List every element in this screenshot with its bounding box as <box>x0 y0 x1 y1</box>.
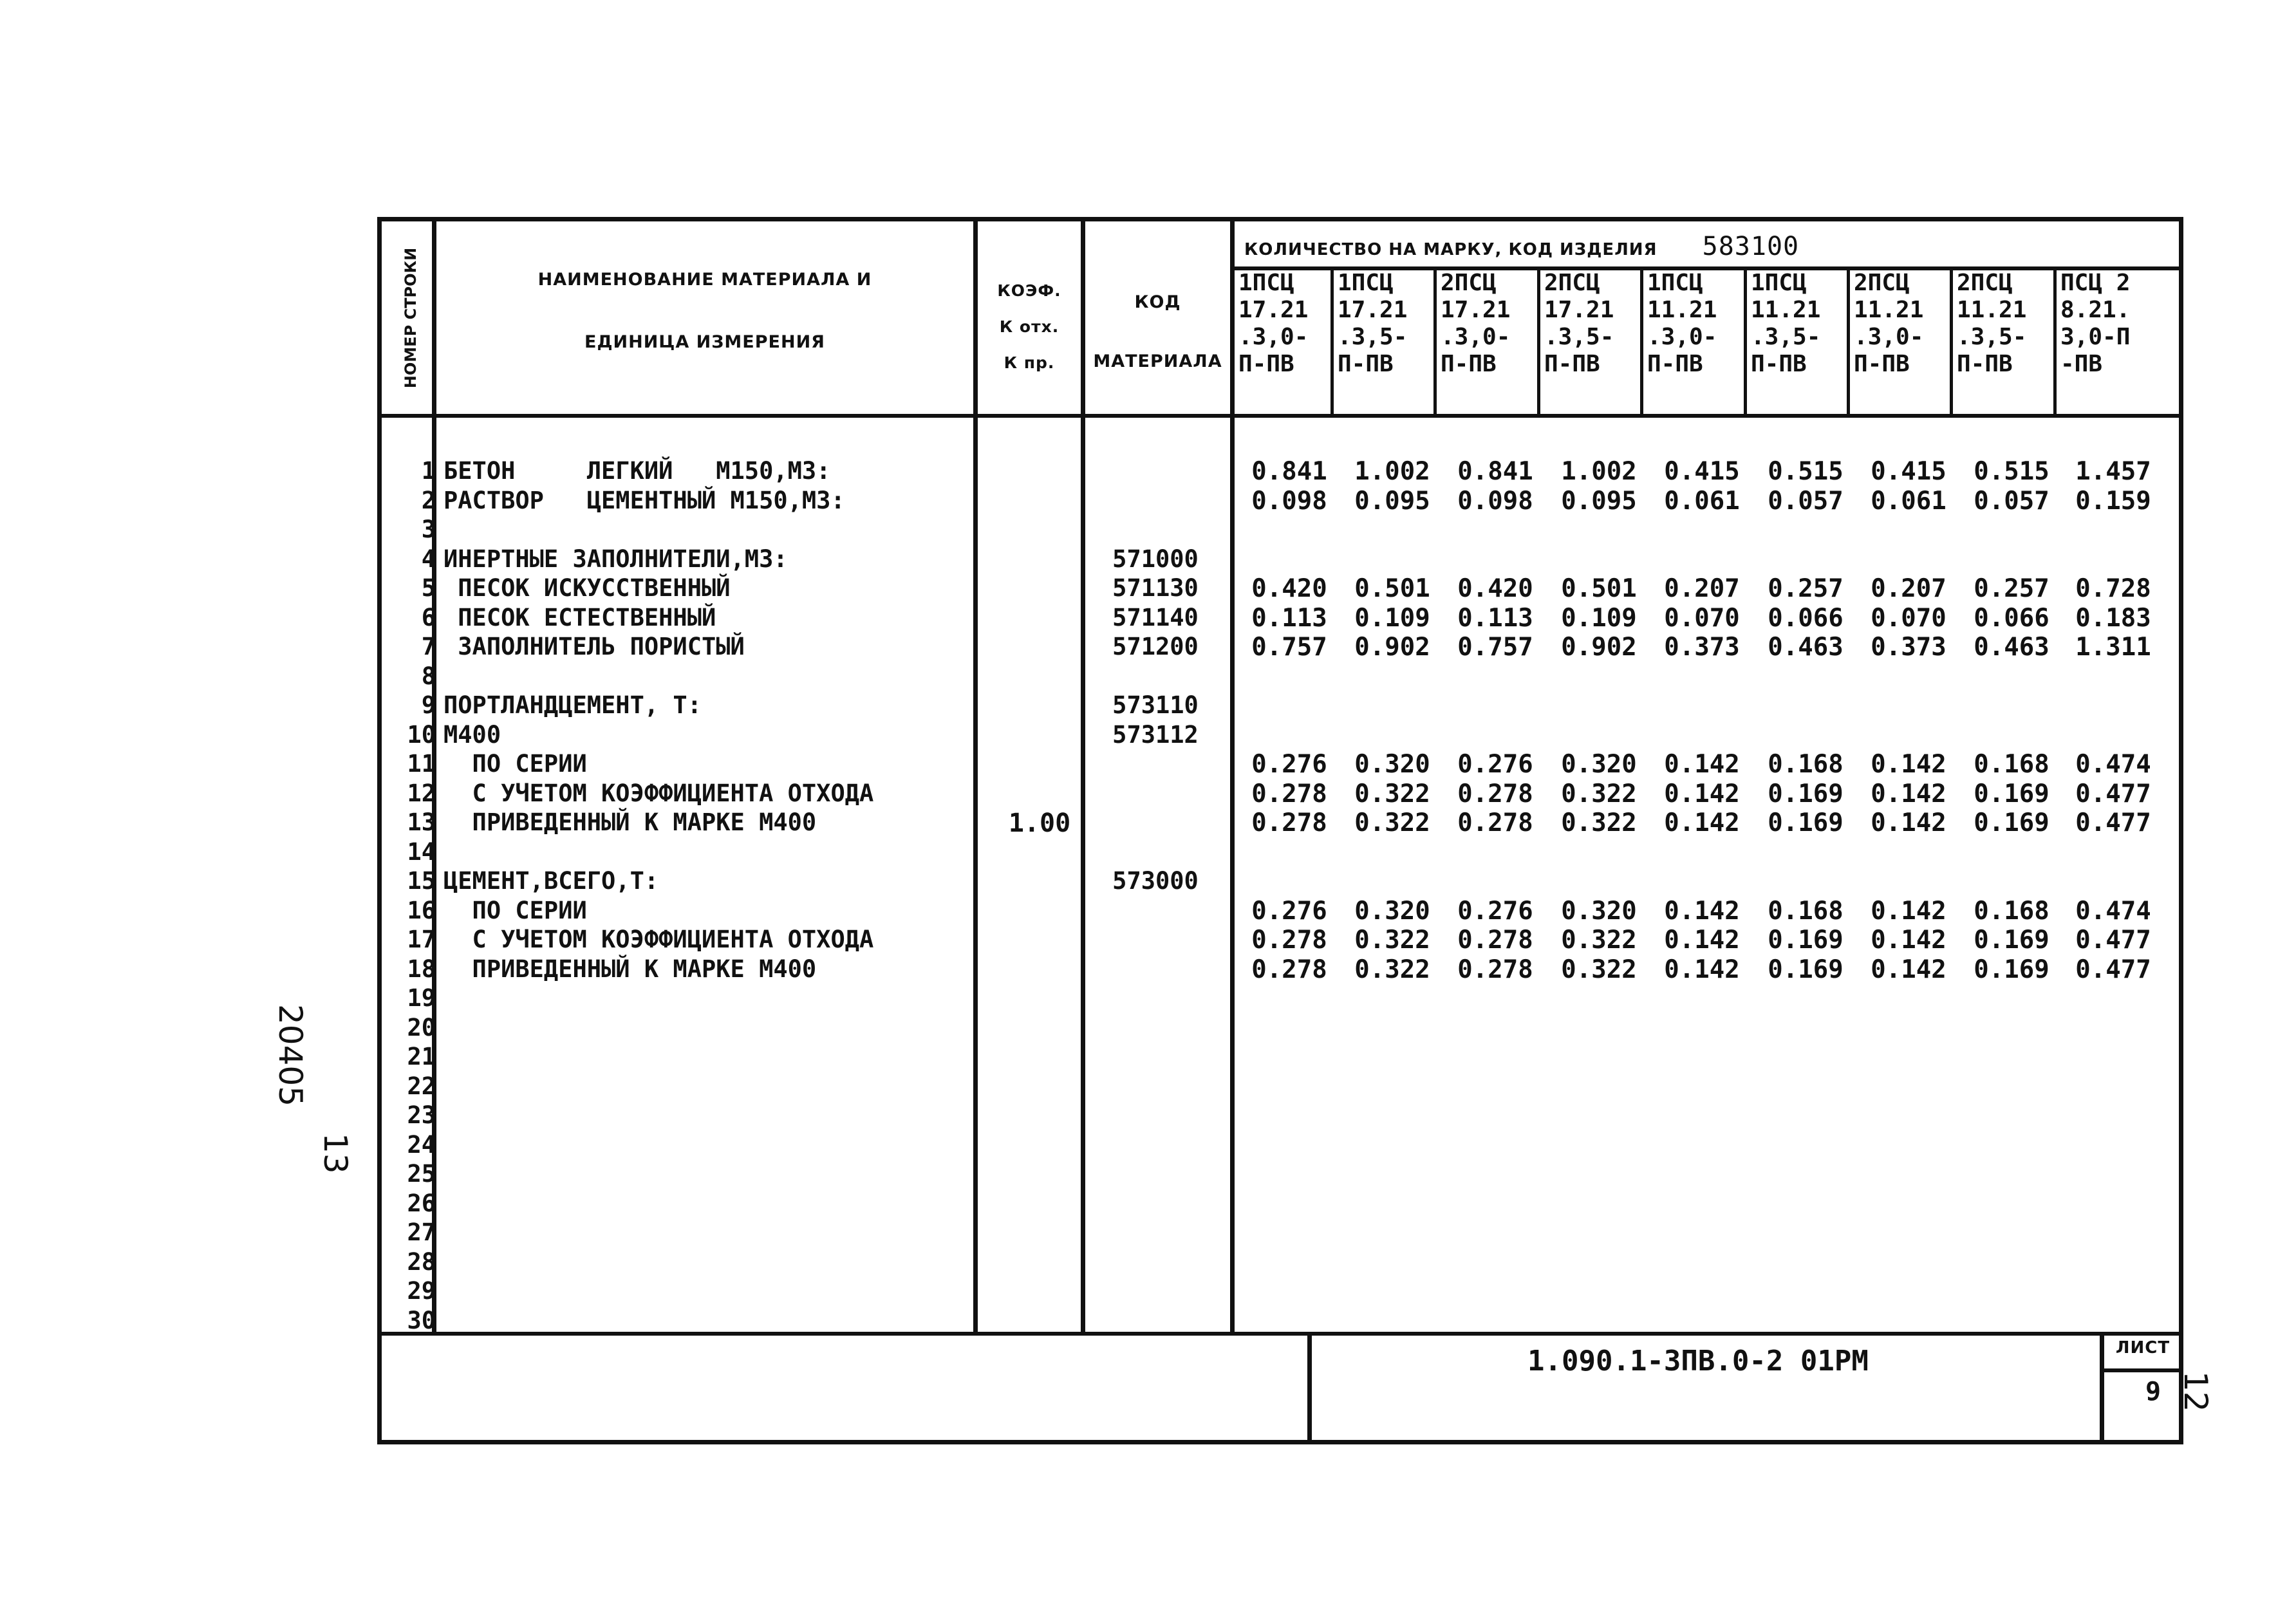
quantity-value: 0.320 <box>1354 750 1430 779</box>
column-header-line: .3,5- <box>1957 324 2027 350</box>
row-number: 24 <box>407 1130 436 1159</box>
quantity-value: 0.057 <box>1974 486 2049 516</box>
quantity-value: 0.757 <box>1251 633 1327 662</box>
margin-number: 20405 <box>272 1004 309 1107</box>
material-name-line2: ЕДИНИЦА ИЗМЕРЕНИЯ <box>584 332 825 352</box>
quantity-value: 0.276 <box>1457 750 1533 779</box>
material-code: 571200 <box>1112 633 1199 660</box>
material-name: ПО СЕРИИ <box>443 896 587 924</box>
column-header <box>1235 270 1331 411</box>
material-name: ПО СЕРИИ <box>443 750 587 778</box>
quantity-value: 0.066 <box>1768 603 1844 633</box>
column-header-line: 2ПСЦ <box>1544 270 1600 296</box>
quantity-value: 0.070 <box>1664 603 1740 633</box>
row-number: 6 <box>421 603 436 631</box>
quantity-value: 1.457 <box>2075 457 2151 486</box>
quantity-value: 0.159 <box>2075 486 2151 516</box>
quantity-value: 0.276 <box>1457 896 1533 926</box>
row-number: 8 <box>421 662 436 690</box>
quantity-value: 0.109 <box>1561 603 1637 633</box>
quantity-value: 0.168 <box>1768 896 1844 926</box>
column-header-line: .3,0- <box>1441 324 1511 350</box>
quantity-value: 0.477 <box>2075 808 2151 837</box>
column-header-line: 17.21 <box>1441 297 1511 323</box>
quantity-value: 0.902 <box>1354 633 1430 662</box>
quantity-value: 0.841 <box>1457 457 1533 486</box>
quantity-value: 0.169 <box>1768 955 1844 984</box>
quantity-value: 0.098 <box>1251 486 1327 516</box>
quantity-value: 0.515 <box>1768 457 1844 486</box>
quantity-value: 0.257 <box>1974 574 2049 603</box>
quantity-value: 0.477 <box>2075 955 2151 984</box>
quantity-value: 0.142 <box>1664 808 1740 837</box>
quantity-value: 0.477 <box>2075 926 2151 955</box>
quantity-value: 0.474 <box>2075 896 2151 926</box>
quantity-value: 0.098 <box>1457 486 1533 516</box>
row-number: 17 <box>407 926 436 953</box>
quantity-value: 0.322 <box>1354 926 1430 955</box>
quantity-label: КОЛИЧЕСТВО НА МАРКУ, КОД ИЗДЕЛИЯ <box>1244 240 1657 259</box>
quantity-value: 0.142 <box>1871 750 1947 779</box>
column-header-line: 17.21 <box>1338 297 1408 323</box>
quantity-value: 0.320 <box>1561 750 1637 779</box>
row-number-label: НОМЕР СТРОКИ <box>402 247 420 389</box>
column-header-line: .3,0- <box>1647 324 1717 350</box>
column-header-line: 2ПСЦ <box>1441 270 1497 296</box>
material-name: ПРИВЕДЕННЫЙ К МАРКЕ М400 <box>443 808 817 836</box>
quantity-value: 0.142 <box>1871 955 1947 984</box>
column-header-line: 11.21 <box>1647 297 1717 323</box>
code-line1: КОД <box>1134 292 1181 312</box>
column-header-line: 17.21 <box>1238 297 1309 323</box>
quantity-value: 1.002 <box>1561 457 1637 486</box>
divider <box>382 414 2183 418</box>
quantity-value: 0.420 <box>1457 574 1533 603</box>
column-header-line: 3,0-П <box>2060 324 2131 350</box>
row-number: 9 <box>421 691 436 719</box>
column-header <box>1437 270 1533 411</box>
column-header-line: 8.21. <box>2060 297 2131 323</box>
column-header-line: 11.21 <box>1957 297 2027 323</box>
divider <box>382 1332 2183 1336</box>
material-name: ПОРТЛАНДЦЕМЕНТ, Т: <box>443 691 702 719</box>
quantity-value: 0.477 <box>2075 779 2151 808</box>
quantity-value: 0.142 <box>1664 779 1740 808</box>
quantity-value: 0.070 <box>1871 603 1947 633</box>
quantity-value: 0.257 <box>1768 574 1844 603</box>
column-header-line: П-ПВ <box>1957 351 2013 377</box>
quantity-value: 0.061 <box>1664 486 1740 516</box>
material-name: ЗАПОЛНИТЕЛЬ ПОРИСТЫЙ <box>443 633 745 660</box>
quantity-value: 0.142 <box>1664 896 1740 926</box>
quantity-value: 0.142 <box>1664 955 1740 984</box>
quantity-value: 0.095 <box>1354 486 1430 516</box>
document-sheet <box>377 217 2183 1444</box>
quantity-value: 0.142 <box>1871 896 1947 926</box>
quantity-value: 0.415 <box>1871 457 1947 486</box>
column-header-line: П-ПВ <box>1238 351 1294 377</box>
quantity-value: 0.207 <box>1871 574 1947 603</box>
quantity-value: 0.278 <box>1251 808 1327 837</box>
quantity-value: 0.322 <box>1354 779 1430 808</box>
quantity-value: 1.002 <box>1354 457 1430 486</box>
column-header-line: 17.21 <box>1544 297 1614 323</box>
quantity-value: 0.278 <box>1251 955 1327 984</box>
row-number: 30 <box>407 1306 436 1334</box>
quantity-value: 0.278 <box>1457 955 1533 984</box>
quantity-value: 0.142 <box>1664 926 1740 955</box>
column-header-line: П-ПВ <box>1647 351 1703 377</box>
quantity-value: 0.169 <box>1768 779 1844 808</box>
quantity-value: 0.322 <box>1561 808 1637 837</box>
quantity-value: 0.142 <box>1871 779 1947 808</box>
divider <box>1081 221 1085 1336</box>
quantity-value: 0.515 <box>1974 457 2049 486</box>
material-name-line1: НАИМЕНОВАНИЕ МАТЕРИАЛА И <box>537 270 872 290</box>
quantity-value: 0.322 <box>1354 955 1430 984</box>
row-number: 22 <box>407 1072 436 1100</box>
quantity-value: 0.168 <box>1768 750 1844 779</box>
material-code: 571140 <box>1112 603 1199 631</box>
material-name: БЕТОН ЛЕГКИЙ М150,М3: <box>443 457 831 485</box>
quantity-value: 0.142 <box>1664 750 1740 779</box>
row-number: 20 <box>407 1013 436 1041</box>
row-number: 23 <box>407 1101 436 1129</box>
material-name: ПЕСОК ЕСТЕСТВЕННЫЙ <box>443 603 716 631</box>
row-number: 7 <box>421 633 436 660</box>
quantity-value: 0.474 <box>2075 750 2151 779</box>
material-name: ЦЕМЕНТ,ВСЕГО,Т: <box>443 867 659 895</box>
row-number: 16 <box>407 896 436 924</box>
coef-line1: КОЭФ. <box>997 281 1061 300</box>
coef-line2: К отх. <box>999 317 1060 336</box>
quantity-value: 0.061 <box>1871 486 1947 516</box>
quantity-value: 0.322 <box>1561 779 1637 808</box>
divider <box>1230 221 1235 1336</box>
quantity-header <box>1244 232 1799 261</box>
row-number: 2 <box>421 486 436 514</box>
column-header-line: П-ПВ <box>1338 351 1394 377</box>
row-number: 10 <box>407 720 436 749</box>
quantity-value: 0.057 <box>1768 486 1844 516</box>
quantity-value: 0.169 <box>1768 808 1844 837</box>
coef-header <box>978 273 1081 381</box>
row-number: 13 <box>407 808 436 836</box>
material-name: С УЧЕТОМ КОЭФФИЦИЕНТА ОТХОДА <box>443 779 874 807</box>
quantity-value: 0.373 <box>1664 633 1740 662</box>
row-number: 21 <box>407 1043 436 1070</box>
material-name: РАСТВОР ЦЕМЕНТНЫЙ М150,М3: <box>443 486 845 514</box>
quantity-value: 0.183 <box>2075 603 2151 633</box>
quantity-value: 0.109 <box>1354 603 1430 633</box>
column-header-line: П-ПВ <box>1751 351 1807 377</box>
column-header-line: 11.21 <box>1854 297 1924 323</box>
material-name: С УЧЕТОМ КОЭФФИЦИЕНТА ОТХОДА <box>443 926 874 953</box>
material-code: 571000 <box>1112 545 1199 573</box>
column-header-line: 2ПСЦ <box>1957 270 2013 296</box>
row-number: 5 <box>421 574 436 602</box>
column-header-line: .3,5- <box>1338 324 1408 350</box>
column-header-line: ПСЦ 2 <box>2060 270 2131 296</box>
column-header-line: 1ПСЦ <box>1751 270 1807 296</box>
quantity-value: 0.278 <box>1251 779 1327 808</box>
column-header <box>1747 270 1844 411</box>
product-code: 583100 <box>1702 232 1800 261</box>
quantity-value: 0.278 <box>1457 926 1533 955</box>
quantity-value: 0.095 <box>1561 486 1637 516</box>
column-header-line: .3,5- <box>1751 324 1821 350</box>
margin-number-2: 13 <box>317 1133 354 1174</box>
quantity-value: 0.278 <box>1251 926 1327 955</box>
row-number: 18 <box>407 955 436 983</box>
quantity-value: 0.501 <box>1561 574 1637 603</box>
quantity-value: 0.169 <box>1768 926 1844 955</box>
code-header <box>1085 273 1230 391</box>
row-number: 12 <box>407 779 436 807</box>
quantity-value: 0.169 <box>1974 926 2049 955</box>
column-header-line: П-ПВ <box>1441 351 1497 377</box>
column-header <box>1850 270 1947 411</box>
quantity-value: 0.066 <box>1974 603 2049 633</box>
quantity-value: 1.311 <box>2075 633 2151 662</box>
row-number: 15 <box>407 867 436 895</box>
row-number: 26 <box>407 1189 436 1217</box>
row-number: 11 <box>407 750 436 778</box>
divider <box>2100 1332 2104 1444</box>
material-name: ПРИВЕДЕННЫЙ К МАРКЕ М400 <box>443 955 817 983</box>
quantity-value: 0.841 <box>1251 457 1327 486</box>
material-name-header <box>436 270 973 290</box>
quantity-value: 0.142 <box>1871 808 1947 837</box>
material-code: 573112 <box>1112 720 1199 749</box>
column-header-line: 11.21 <box>1751 297 1821 323</box>
quantity-value: 0.276 <box>1251 750 1327 779</box>
quantity-value: 0.168 <box>1974 750 2049 779</box>
quantity-value: 0.320 <box>1354 896 1430 926</box>
divider <box>1307 1332 1312 1444</box>
row-number: 28 <box>407 1247 436 1276</box>
row-number-header <box>382 221 440 415</box>
column-header <box>1540 270 1637 411</box>
quantity-value: 0.373 <box>1871 633 1947 662</box>
quantity-value: 0.169 <box>1974 955 2049 984</box>
column-header-line: .3,5- <box>1544 324 1614 350</box>
material-name: ИНЕРТНЫЕ ЗАПОЛНИТЕЛИ,М3: <box>443 545 788 573</box>
quantity-value: 0.113 <box>1457 603 1533 633</box>
material-code: 573000 <box>1112 867 1199 895</box>
quantity-value: 0.463 <box>1768 633 1844 662</box>
quantity-value: 0.169 <box>1974 779 2049 808</box>
column-header-line: .3,0- <box>1854 324 1924 350</box>
quantity-value: 0.420 <box>1251 574 1327 603</box>
quantity-value: 0.902 <box>1561 633 1637 662</box>
quantity-value: 0.278 <box>1457 779 1533 808</box>
column-header <box>2057 270 2153 411</box>
coefficient-value: 1.00 <box>1008 808 1071 838</box>
row-number: 4 <box>421 545 436 573</box>
column-header-line: 1ПСЦ <box>1238 270 1294 296</box>
material-name: М400 <box>443 720 501 749</box>
material-code: 573110 <box>1112 691 1199 719</box>
material-unit-header <box>436 332 973 352</box>
quantity-value: 0.322 <box>1561 926 1637 955</box>
column-header <box>1334 270 1430 411</box>
quantity-value: 0.278 <box>1457 808 1533 837</box>
row-number: 1 <box>421 457 436 485</box>
coef-line3: К пр. <box>1004 353 1055 372</box>
column-header-line: 1ПСЦ <box>1647 270 1703 296</box>
quantity-value: 0.142 <box>1871 926 1947 955</box>
column-header <box>1953 270 2049 411</box>
column-header-line: 2ПСЦ <box>1854 270 1910 296</box>
quantity-value: 0.276 <box>1251 896 1327 926</box>
row-number: 27 <box>407 1218 436 1246</box>
quantity-value: 0.463 <box>1974 633 2049 662</box>
column-header <box>1643 270 1740 411</box>
divider <box>973 221 978 1336</box>
sheet-label: ЛИСТ <box>2115 1338 2171 1358</box>
divider <box>2100 1368 2183 1372</box>
document-code: 1.090.1-3ПВ.0-2 01РМ <box>1527 1345 1869 1377</box>
quantity-value: 0.168 <box>1974 896 2049 926</box>
code-line2: МАТЕРИАЛА <box>1093 351 1222 371</box>
column-header-line: П-ПВ <box>1544 351 1600 377</box>
sheet-number: 9 <box>2145 1377 2161 1406</box>
column-header-line: .3,0- <box>1238 324 1309 350</box>
material-code: 571130 <box>1112 574 1199 602</box>
row-number: 19 <box>407 984 436 1012</box>
column-header-line: -ПВ <box>2060 351 2103 377</box>
row-number: 3 <box>421 516 436 543</box>
row-number: 25 <box>407 1160 436 1188</box>
quantity-value: 0.320 <box>1561 896 1637 926</box>
material-name: ПЕСОК ИСКУССТВЕННЫЙ <box>443 574 731 602</box>
quantity-value: 0.728 <box>2075 574 2151 603</box>
quantity-value: 0.207 <box>1664 574 1740 603</box>
quantity-value: 0.322 <box>1354 808 1430 837</box>
margin-number-right: 12 <box>2177 1371 2214 1412</box>
quantity-value: 0.322 <box>1561 955 1637 984</box>
column-header-line: 1ПСЦ <box>1338 270 1394 296</box>
quantity-value: 0.113 <box>1251 603 1327 633</box>
column-header-line: П-ПВ <box>1854 351 1910 377</box>
quantity-value: 0.501 <box>1354 574 1430 603</box>
row-number: 29 <box>407 1277 436 1305</box>
row-number: 14 <box>407 837 436 866</box>
quantity-value: 0.757 <box>1457 633 1533 662</box>
quantity-value: 0.415 <box>1664 457 1740 486</box>
quantity-value: 0.169 <box>1974 808 2049 837</box>
